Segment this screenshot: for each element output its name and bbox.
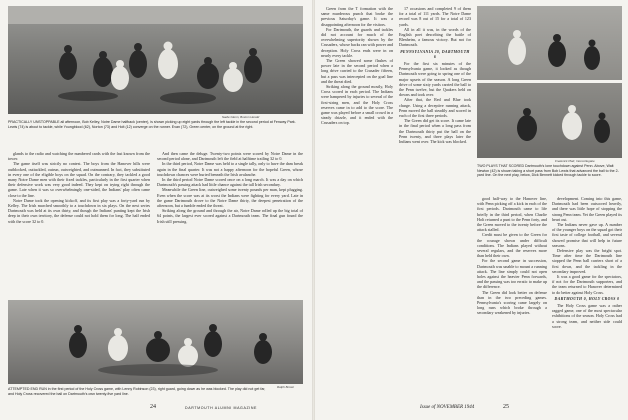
article-column-3	[477, 196, 547, 396]
paragraph: Green from the T formation with the same murderous punch that broke the previous Saturday's game. It was a disappointing afternoon for the visitors.	[321, 6, 393, 27]
paragraph: The Green did look better on defense than in the two preceding games. Pennsylvania's scoring came largely on long runs which broke through a secondary weakened by injuries.	[477, 289, 547, 316]
paragraph: The Indians never gave up. A number of the younger boys on the squad got their first taste of college football, and several showed promise that will help in future seasons.	[552, 222, 622, 248]
paragraph: Notre Dame took the opening kickoff, and its first play was a forty-yard run by Kelley. The Irish marched smoothly to a touchdown in six plays. On the next series Dartmouth was held at its own thirty, and though the Indians' punting kept the Irish deep in their own territory, the defense could not hold them for long. The half ended with the score 32 to 0.	[8, 197, 150, 224]
paragraph: In the third period Notre Dame scored once on a long march. It was a day on which Dartmouth's passing attack had little chance against the tall Irish secondary.	[157, 177, 303, 188]
paragraph: Credit must be given to the Green for the courage shown under difficult conditions. The Indians played without several regulars, and the reserves more than held their own.	[477, 232, 547, 259]
page-number: 24	[150, 404, 156, 410]
football-photo-bottom	[8, 300, 303, 384]
paragraph: For the second game in succession, Dartmouth was unable to mount a running attack. The line simply could not open holes against the heavier Penn forwards, and the passing was too erratic to make up the difference.	[477, 258, 547, 290]
paragraph: And then came the deluge. Twenty-two points were scored by Notre Dame in the second period alone, and Dartmouth left the field at halftime trailing 32 to 0.	[157, 151, 303, 162]
issue-date: Issue of NOVEMBER 1944	[420, 405, 475, 410]
section-heading: DARTMOUTH 0, HOLY CROSS 0	[554, 296, 620, 301]
paragraph: For the first six minutes of the Pennsylvania game, it looked as though Dartmouth were going to spring one of the major upsets of the season. A long Green drive of some sixty yards carried the ball to the Penn twelve, but the Quakers held on downs and took over.	[399, 61, 471, 98]
magazine-name: DARTMOUTH ALUMNI MAGAZINE	[185, 406, 258, 410]
paragraph: good half-way to the Hanover line, with Penn picking off a kick in each of the first periods. Dartmouth came to life briefly in the third period, when Charlie Holt returned a punt to the Penn forty, and the Green moved to the twenty before the attack stalled.	[477, 196, 547, 233]
paragraph: The Green did get its score. It came late in the final period when a long pass from the Dartmouth thirty put the ball on the Penn twenty, and three plays later the Indians went over. The kick was blocked.	[399, 118, 471, 145]
photo-caption: TWO PLAYS THAT SCORED Dartmouth's lone touchdown against Penn. Above, Walt Newton (42) is shown taking a short pass from Bob Lewis that advanced the ball to the 2-yard line. On the next play, below, Dick Bennett kicked through tackle to score.	[477, 164, 619, 178]
article-column-1	[8, 151, 150, 298]
paragraph: The Holy Cross game was a rather ragged game, one of the most spectacular exhibitions of the season. Holy Cross had a strong team, and neither side could score.	[552, 303, 622, 329]
paragraph: The game itself was strictly no contest. The boys from the Hanover hills were outblocked, outtackled, outrun, outweighted, and outmanned. In fact, they substituted in every one of the eligible boys on the squad. On the contrary, they tackled a good many Notre Dame men with their fixed tackles, particularly in the first quarter when their defensive work was very good indeed. They kept on trying right through the game. Late when it was so overwhelmingly one-sided, the Indians' play often came close to the line.	[8, 161, 150, 198]
paragraph: After that, the Red and Blue took charge. Using a deceptive running attack, Penn moved the ball steadily and scored in each of the first three periods.	[399, 97, 471, 119]
paragraph: Striking along the ground and through the air, Notre Dame rolled up the big total of 64 points, the largest ever scored against a Dartmouth team. The final gun found the Irish still pressing.	[157, 208, 303, 224]
paragraph: In the third period, Notre Dame was held to a single tally, only to have the dam break again in the final quarter. It was not a happy afternoon for the hopeful Green, whose touchdown chances were buried beneath the Irish avalanche.	[157, 161, 303, 177]
paragraph: For Dartmouth, the guards and tackles did not account for much of the overwhelming superiority shown by the Crusaders, whose backs ran with power and deception. Holy Cross ends were in on nearly every tackle.	[321, 26, 393, 58]
paragraph: All in all it was, in the words of the English poet describing the battle of Blenheim, a famous victory. But not for Dartmouth.	[399, 26, 471, 48]
photo-caption: ATTEMPTED END RUN in the first period of the Holy Cross game, with Lenny Robinson (23), right guard, going down as he was blocked. The play did not get far, and Holy Cross recovered the ball on Dartmouth's own twenty-five yard line.	[8, 387, 266, 396]
paragraph: It was a good game for the spectators, if not for the Dartmouth supporters, and the team returned to Hanover determined to do better against Holy Cross.	[552, 274, 622, 295]
photo-credit: Frederick Platt, Intercollegiate	[555, 159, 595, 163]
football-photo-top	[8, 6, 303, 114]
article-column-2	[157, 151, 303, 298]
page-number: 25	[503, 404, 509, 410]
article-column-1	[321, 6, 393, 396]
section-heading: PENNSYLVANIA 20, DARTMOUTH 6	[400, 49, 470, 59]
photo-credit: Sadie Glenn, Boston Herald	[222, 115, 260, 119]
paragraph: Defensive play was the bright spot. Time after time the Dartmouth line stopped the Penn ball carriers short of a first down, and the tackling in the secondary improved.	[552, 248, 622, 274]
left-page	[0, 0, 313, 420]
photo-credit: Ralph Brown	[277, 385, 295, 389]
paragraph: glands to the radio and watching the numbered cards with the fast known from the tower.	[8, 151, 150, 162]
football-photo	[477, 6, 622, 158]
paragraph: Meanwhile the Green line, outweighed some twenty pounds per man, kept plugging. Even when the score was at its worst the Indians were fighting for every yard. Late in the game Dartmouth drove to the Notre Dame thirty, the deepest penetration of the afternoon, but a fumble ended the threat.	[157, 187, 303, 209]
right-page	[315, 0, 628, 420]
paragraph: Striking along the ground mostly, Holy Cross scored in each period. The Indians were hampered by injuries to several of the first-string men, and the Holy Cross reserves came in to add to the score. The game was played before a small crowd in a steady drizzle, and it ended with the Crusaders on top.	[321, 84, 393, 126]
paragraph: development. Coming into this game, Dartmouth had been outscored heavily, and there was little hope of stopping the strong Penn team. Yet the Green played its heart out.	[552, 196, 622, 222]
paragraph: 17 occasions and completed 9 of them for a total of 111 yards. The Notre Dame record was 8 out of 15 for a total of 123 yards.	[399, 6, 471, 27]
article-column-4	[552, 196, 622, 396]
photo-caption: PRACTICALLY UNSTOPPABLE all afternoon, Bob Kelley, Notre Dame halfback (center), is shown picking up eight yards through the left tackle in the second period at Fenway Park. Lewis (74) is about to tackle, while Youngblood (62), Norton (73) and Holt (12) converge on the runner. Evan (72), Green center, on the ground at the right.	[8, 120, 296, 129]
paragraph: The Green showed some flashes of power late in the second period when a long drive carried to the Crusader fifteen, but a pass was intercepted on the goal line and the threat died.	[321, 58, 393, 84]
article-column-2	[399, 6, 471, 396]
